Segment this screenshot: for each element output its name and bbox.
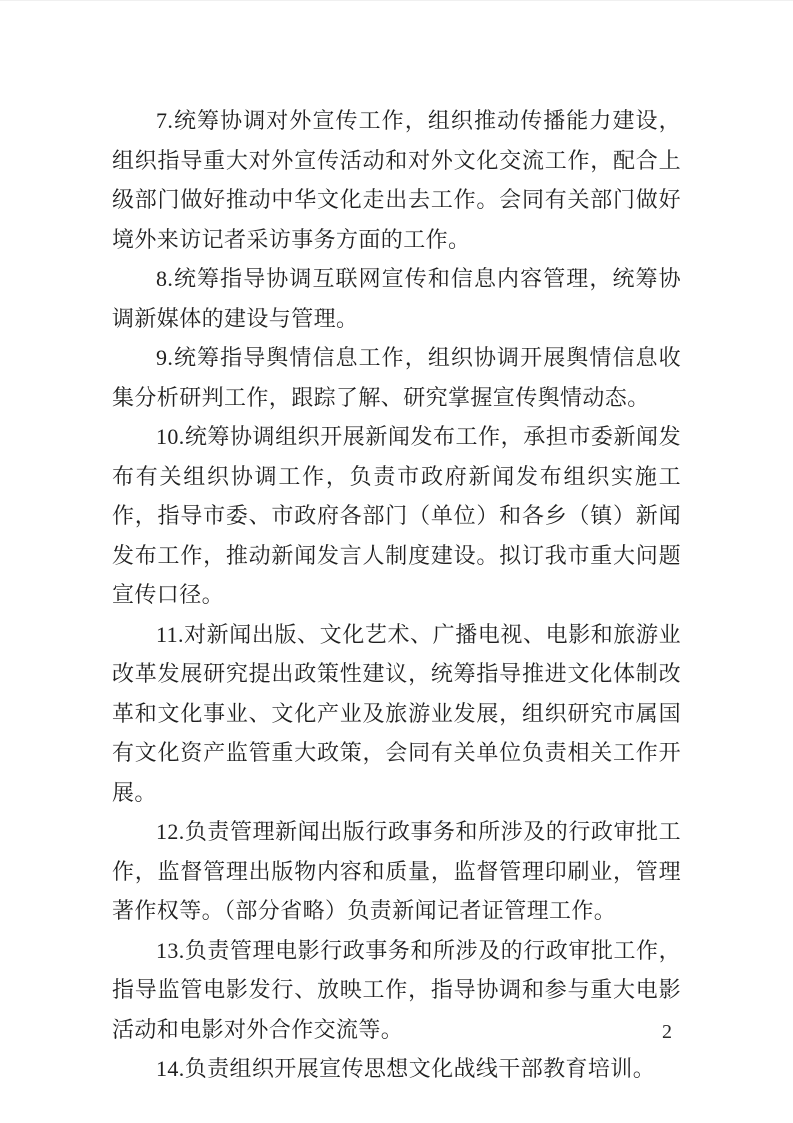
paragraph-item-14: 14.负责组织开展宣传思想文化战线干部教育培训。 <box>156 1056 656 1081</box>
paragraph-item-13: 13.负责管理电影行政事务和所涉及的行政审批工作，指导监管电影发行、放映工作，指导协调和参与重大电影活动和电影对外合作交流等。 <box>112 937 681 1042</box>
page-number: 2 <box>662 1021 672 1043</box>
paragraph-item-11: 11.对新闻出版、文化艺术、广播电视、电影和旅游业改革发展研究提出政策性建议，统筹指导推进文化体制改革和文化事业、文化产业及旅游业发展，组织研究市属国有文化资产监管重大政策，会同有关单位负责相关工作开展。 <box>112 621 681 805</box>
paragraph-item-9: 9.统筹指导舆情信息工作，组织协调开展舆情信息收集分析研判工作，跟踪了解、研究掌握宣传舆情动态。 <box>112 345 681 410</box>
paragraph-item-12: 12.负责管理新闻出版行政事务和所涉及的行政审批工作，监督管理出版物内容和质量，监督管理印刷业，管理著作权等。（部分省略）负责新闻记者证管理工作。 <box>112 819 681 923</box>
paragraph-item-8: 8.统筹指导协调互联网宣传和信息内容管理，统筹协调新媒体的建设与管理。 <box>112 266 681 331</box>
paragraph-item-10: 10.统筹协调组织开展新闻发布工作，承担市委新闻发布有关组织协调工作，负责市政府新闻发布组织实施工作，指导市委、市政府各部门（单位）和各乡（镇）新闻发布工作，推动新闻发言人制度建设。拟订我市重大问题宣传口径。 <box>112 424 681 607</box>
document-body <box>112 101 681 1089</box>
paragraph-item-7: 7.统筹协调对外宣传工作，组织推动传播能力建设，组织指导重大对外宣传活动和对外文化交流工作，配合上级部门做好推动中华文化走出去工作。会同有关部门做好境外来访记者采访事务方面的工作。 <box>112 108 681 252</box>
